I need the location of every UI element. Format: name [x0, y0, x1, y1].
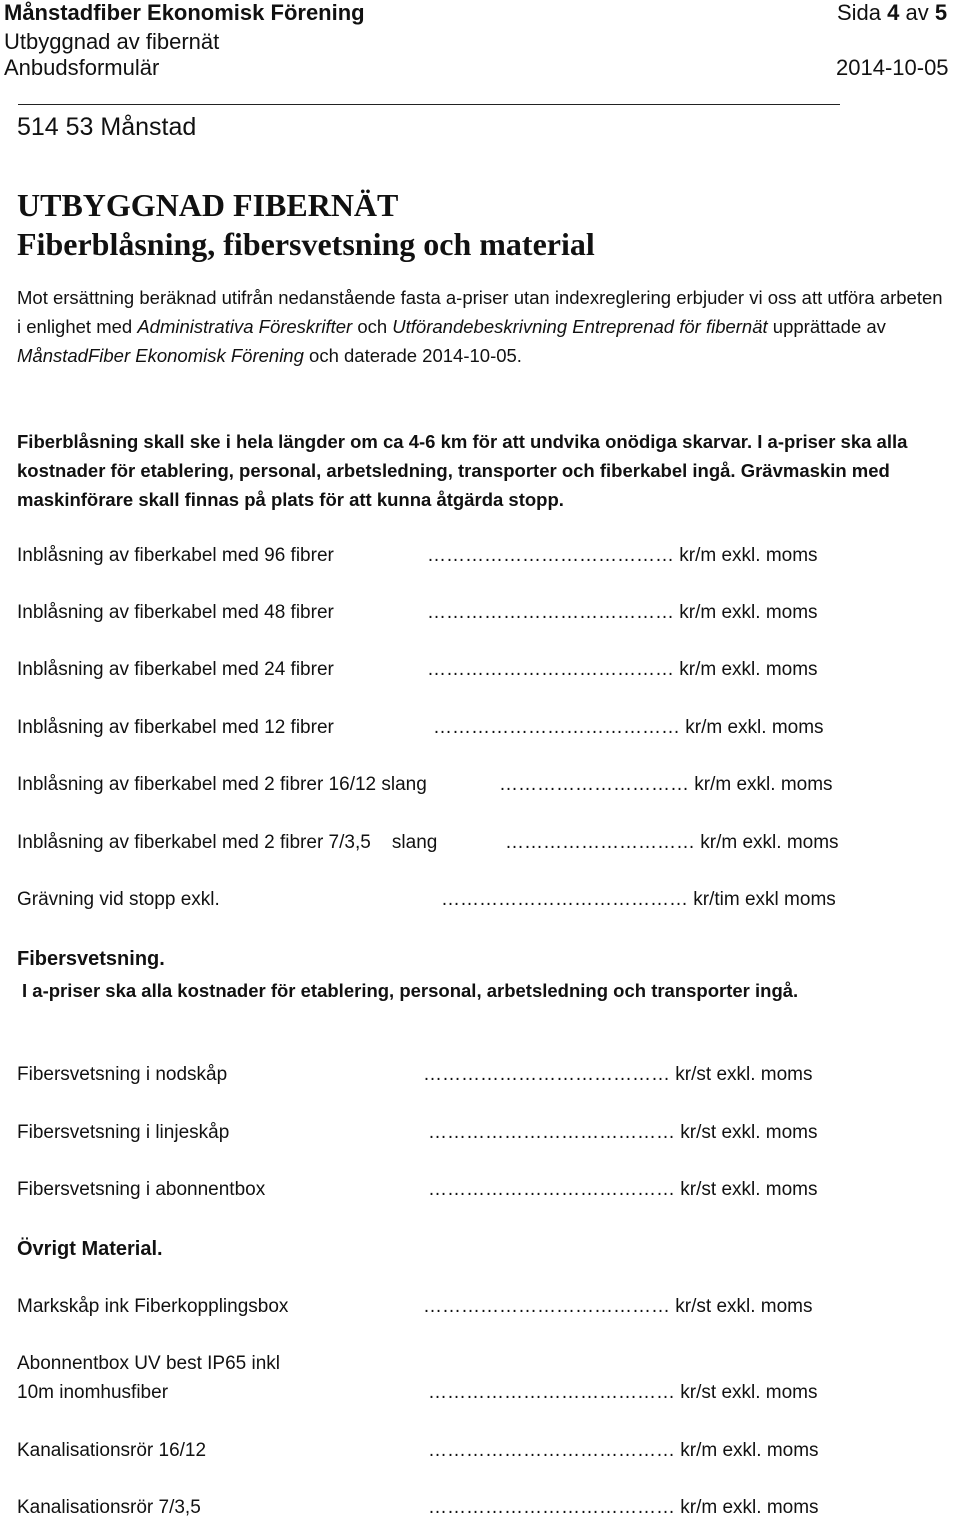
header-divider [18, 104, 840, 105]
material-duct-16-label: Kanalisationsrör 16/12 [17, 1440, 207, 1461]
material-heading: Övrigt Material. [17, 1238, 163, 1260]
splicing-node-price: ………………………………… kr/st exkl. moms [423, 1064, 813, 1085]
blowing-item-2-7-price: ………………………… kr/m exkl. moms [505, 832, 839, 853]
intro-text-1: Mot ersättning beräknad utifrån nedanstående fasta a-priser utan indexreglering erbjuder vi oss att utföra arbeten i enlighet med [17, 287, 943, 337]
title-line-1: UTBYGGNAD FIBERNÄT [17, 187, 399, 223]
splicing-subscriber-label: Fibersvetsning i abonnentbox [17, 1179, 266, 1200]
material-cabinet-price: ………………………………… kr/st exkl. moms [423, 1296, 813, 1317]
title-line-2: Fiberblåsning, fibersvetsning och material [17, 226, 595, 262]
material-duct-7-price: ………………………………… kr/m exkl. moms [428, 1497, 819, 1518]
intro-text-4: och daterade 2014-10-05. [303, 345, 522, 366]
page-total: 5 [934, 0, 948, 25]
blowing-item-2-16-label: Inblåsning av fiberkabel med 2 fibrer 16/12 slang [17, 774, 427, 795]
page-prefix: Sida [837, 0, 882, 25]
material-duct-7-label: Kanalisationsrör 7/3,5 [17, 1497, 201, 1518]
splicing-subscriber-price: ………………………………… kr/st exkl. moms [428, 1179, 818, 1200]
digging-label: Grävning vid stopp exkl. [17, 889, 220, 910]
digging-price: ………………………………… kr/tim exkl moms [441, 889, 836, 910]
intro-text-2: och [352, 316, 393, 337]
material-box-label-2: 10m inomhusfiber [17, 1382, 169, 1403]
blowing-item-48-label: Inblåsning av fiberkabel med 48 fibrer [17, 602, 334, 623]
intro-ref-af: Administrativa Föreskrifter [137, 316, 353, 337]
intro-ref-org: MånstadFiber Ekonomisk Förening [17, 345, 304, 366]
intro-text-3: upprättade av [767, 316, 886, 337]
header-subtitle-2: Anbudsformulär [4, 55, 160, 80]
blowing-item-12-label: Inblåsning av fiberkabel med 12 fibrer [17, 717, 334, 738]
blowing-item-96-price: ………………………………… kr/m exkl. moms [427, 545, 818, 566]
page-current: 4 [887, 0, 900, 25]
header-org: Månstadfiber Ekonomisk Förening [4, 0, 365, 25]
blowing-item-24-price: ………………………………… kr/m exkl. moms [427, 659, 818, 680]
intro-ref-ub: Utförandebeskrivning Entreprenad för fibernät [392, 316, 768, 337]
material-box-price: ………………………………… kr/st exkl. moms [428, 1382, 818, 1403]
page-indicator [837, 0, 947, 26]
blowing-item-24-label: Inblåsning av fiberkabel med 24 fibrer [17, 659, 334, 680]
splicing-line-label: Fibersvetsning i linjeskåp [17, 1122, 230, 1143]
blowing-item-12-price: ………………………………… kr/m exkl. moms [433, 717, 824, 738]
blowing-item-48-price: ………………………………… kr/m exkl. moms [427, 602, 818, 623]
blowing-item-2-16-price: ………………………… kr/m exkl. moms [499, 774, 833, 795]
material-cabinet-label: Markskåp ink Fiberkopplingsbox [17, 1296, 289, 1317]
splicing-heading: Fibersvetsning. [17, 948, 165, 970]
blowing-notice: Fiberblåsning skall ske i hela längder om ca 4-6 km för att undvika onödiga skarvar. I a-priser ska alla kostnader för etablering, personal, arbetsledning, transporter och fiberkabel ingå. Grävmaskin med maskinförare skall finnas på plats för att kunna åtgärda stopp. [17, 431, 908, 510]
splicing-notice: I a-priser ska alla kostnader för etablering, personal, arbetsledning och transporter ingå. [22, 980, 799, 1001]
page-of: av [905, 0, 929, 25]
splicing-line-price: ………………………………… kr/st exkl. moms [428, 1122, 818, 1143]
header-subtitle-1: Utbyggnad av fibernät [4, 29, 220, 54]
material-box-label: Abonnentbox UV best IP65 inkl [17, 1353, 281, 1374]
blowing-item-2-7-label: Inblåsning av fiberkabel med 2 fibrer 7/3,5 slang [17, 832, 438, 853]
blowing-item-96-label: Inblåsning av fiberkabel med 96 fibrer [17, 545, 334, 566]
intro-paragraph [17, 283, 947, 370]
address-line: 514 53 Månstad [17, 113, 197, 141]
header-date: 2014-10-05 [836, 55, 949, 80]
splicing-node-label: Fibersvetsning i nodskåp [17, 1064, 228, 1085]
material-duct-16-price: ………………………………… kr/m exkl. moms [428, 1440, 819, 1461]
